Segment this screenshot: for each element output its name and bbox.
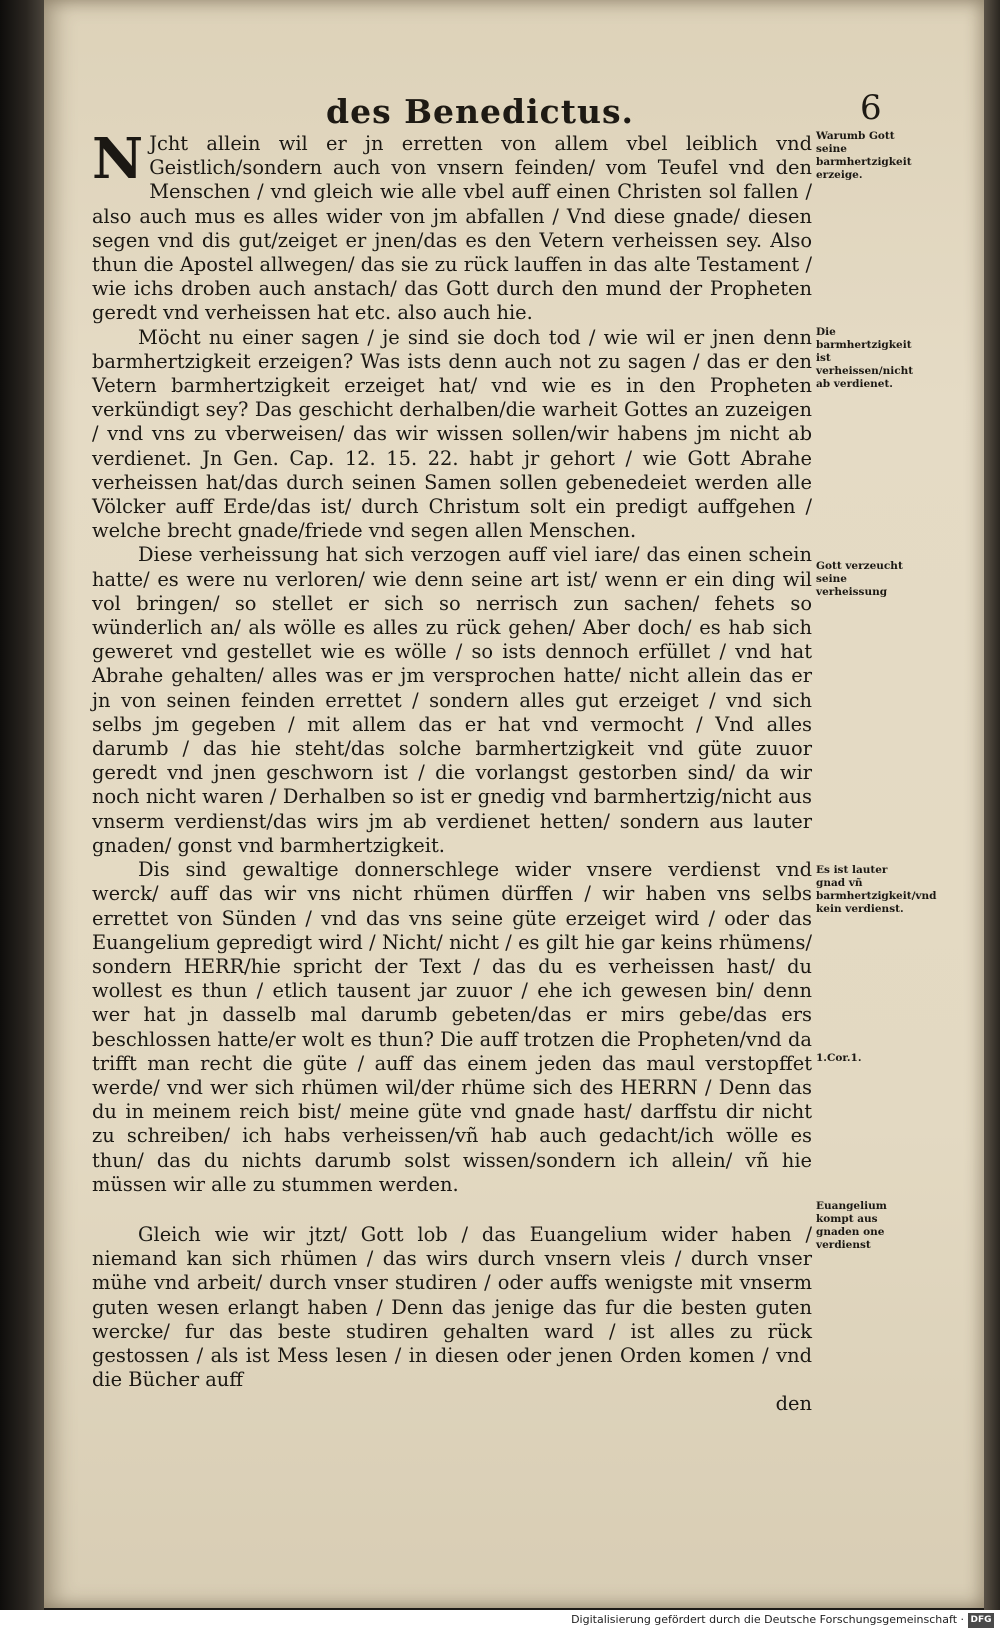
margin-note-6: Euangelium kompt aus gnaden one verdienst: [816, 1200, 887, 1251]
margin-note-3: Gott verzeucht seine verheissung: [816, 560, 903, 598]
footer-bar: [0, 1610, 1000, 1632]
paragraph-3: Diese verheissung hat sich verzogen auff viel iare/ das einen schein hatte/ es were nu verloren/ wie denn seine art ist/ wenn er ein ding wil vol bringen/ so stellet er sich so nerrisch zun sachen/ fehets so wünderlich an/ als wölle es alles zu rück gehen/ Aber doch/ es hab sich geweret vnd gestellet wie es wölle / so ists dennoch erfüllet / vnd hat Abrahe gehalten/ alles was er jm versprochen hatte/ nicht allein das er jn von seinen feinden errettet / sondern alles gut erzeiget / vnd sich selbs jm gegeben / mit allem das er hat vnd vermocht / Vnd alles darumb / das hie steht/das solche barmhertzigkeit vnd güte zuuor geredt vnd jnen geschworn ist / die vorlangst gestorben sind/ da wir noch nicht waren / Derhalben so ist er gnedig vnd barmhertzig/nicht aus vnserm verdienst/das wirs jm ab verdienet hetten/ sondern aus lauter gnaden/ gonst vnd barmhertzigkeit.: [92, 543, 812, 857]
running-head: des Benedictus.: [326, 92, 635, 131]
paragraph-1: [92, 126, 812, 326]
drop-capital: N: [92, 126, 144, 192]
catchword: den: [775, 1392, 812, 1416]
scan-right-edge: [984, 0, 1000, 1610]
dfg-logo-icon: DFG: [968, 1613, 994, 1628]
margin-note-5: 1.Cor.1.: [816, 1052, 862, 1064]
margin-note-4: Es ist lauter gnad vñ barmhertzigkeit/vnd kein verdienst.: [816, 864, 937, 915]
funding-credit: Digitalisierung gefördert durch die Deutsche Forschungsgemeinschaft ·: [571, 1613, 964, 1626]
paragraph-1-text: Jcht allein wil er jn erretten von allem vbel leiblich vnd Geistlich/sondern auch von vnsern feinden/ vom Teufel vnd den Menschen / vnd gleich wie alle vbel auff einen Christen sol fallen / also auch mus es alles wider von jm abfallen / Vnd diese gnade/ diesen segen vnd dis gut/zeiget er jnen/das es den Vetern verheissen sey. Also thun die Apostel allwegen/ das sie zu rück lauffen in das alte Testament / wie ichs droben auch anstach/ das Gott durch den mund der Propheten geredt vnd verheissen hat etc. also auch hie.: [92, 132, 812, 325]
paragraph-4: Dis sind gewaltige donnerschlege wider vnsere verdienst vnd werck/ auff das wir vns nicht rhümen dürffen / wir haben vns selbs errettet von Sünden / vnd das vns seine güte erzeiget wird / oder das Euangelium gepredigt wird / Nicht/ nicht / es gilt hie gar keins rhümens/ sondern HERR/hie spricht der Text / das du es verheissen hast/ du wollest es thun / etlich tausent jar zuuor / ehe ich gewesen bin/ denn wer hat jn dasselb mal darumb gebeten/das er mirs gebe/das ers beschlossen hatte/er wolt es thun? Die auff trotzen die Propheten/vnd da trifft man recht die güte / auff das einem jeden das maul verstopffet werde/ vnd wer sich rhümen wil/der rhüme sich des HERRN / Denn das du in meinem reich bist/ meine güte vnd gnade hast/ darffstu dir nicht zu schreiben/ ich habs verheissen/vñ hab auch gedacht/ich wölle es thun/ das du nichts darumb solst wissen/sondern ich allein/ vñ hie müssen wir alle zu stummen werden.: [92, 858, 812, 1196]
margin-note-1: Warumb Gott seine barmhertzigkeit erzeige.: [816, 130, 912, 181]
body-text: [92, 126, 812, 1417]
scan-left-edge: [0, 0, 44, 1610]
margin-note-2: Die barmhertzigkeit ist verheissen/nicht ab verdienet.: [816, 326, 914, 390]
paragraph-2: Möcht nu einer sagen / je sind sie doch tod / wie wil er jnen denn barmhertzigkeit erzeigen? Was ists denn auch not zu sagen / das er den Vetern barmhertzigkeit erzeiget hat/ vnd wie es in den Propheten verkündigt sey? Das geschicht derhalben/die warheit Gottes an zuzeigen / vnd vns zu vberweisen/ das wir wissen sollen/wir habens jm nicht ab verdienet. Jn Gen. Cap. 12. 15. 22. habt jr gehort / wie Gott Abrahe verheissen hat/das durch seinen Samen sollen gebenedeiet werden alle Völcker auff Erde/das ist/ durch Christum solt ein predigt auffgehen / welche brecht gnade/friede vnd segen allen Menschen.: [92, 325, 812, 543]
paragraph-5: Gleich wie wir jtzt/ Gott lob / das Euangelium wider haben / niemand kan sich rhümen / das wirs durch vnsern vleis / durch vnser mühe vnd arbeit/ durch vnser studiren / oder auffs wenigste mit vnserm guten wesen erlangt haben / Denn das jenige das fur die besten guten wercke/ fur das beste studiren gehalten ward / ist alles zu rück gestossen / als ist Mess lesen / in diesen oder jenen Orden komen / vnd die Bücher auff: [92, 1222, 812, 1392]
page-number: 6: [860, 88, 882, 128]
